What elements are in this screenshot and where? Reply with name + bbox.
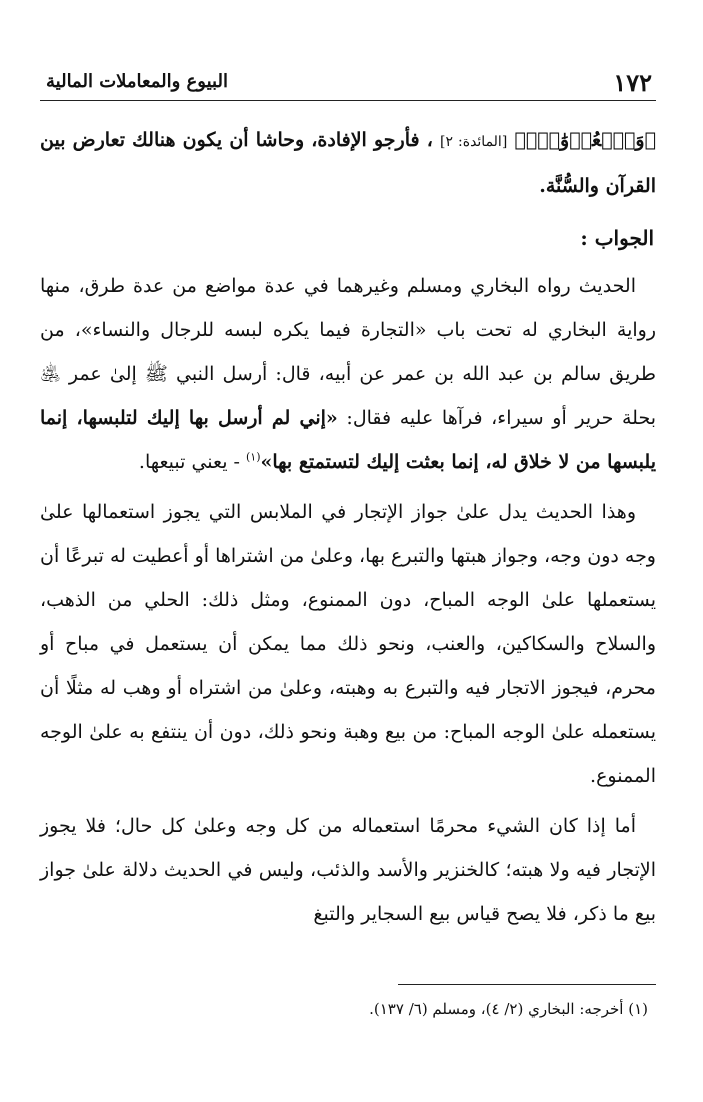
running-title: البيوع والمعاملات المالية (46, 71, 228, 92)
paragraph-3: أما إذا كان الشيء محرمًا استعماله من كل وجه وعلىٰ كل حال؛ فلا يجوز الإتجار فيه ولا هبته؛ كالخنزير والأسد والذئب، وليس في الحديث دلالة علىٰ جواز بيع ما ذكر، فلا يصح قياس بيع السجاير والتبغ (40, 815, 656, 925)
hadith-quote: «إني لم أرسل بها إليك لتلبسها، إنما يلبسها من لا خلاق له، إنما بعثت إليك لتستمتع بها» (40, 407, 656, 473)
paragraph-1-text: الحديث رواه البخاري ومسلم وغيرهما في عدة مواضع من عدة طرق، منها رواية البخاري له تحت باب «التجارة فيما يكره لبسه للرجال والنساء»، من طريق سالم بن عبد الله بن عمر عن أبيه، قال: أرسل النبي ﷺ إلىٰ عمر ﵁ بحلة حرير أو سيراء، فرآها عليه فقال: (40, 275, 656, 429)
answer-heading: الجواب : (580, 226, 654, 250)
paragraph-2: وهذا الحديث يدل علىٰ جواز الإتجار في الملابس التي يجوز استعمالها علىٰ وجه دون وجه، وجواز هبتها والتبرع بها، وعلىٰ من اشتراها أو أعطيت له تبرعًا أن يستعملها علىٰ الوجه المباح، دون الممنوع، ومثل ذلك: الحلي من الذهب، والسلاح والسكاكين، والعنب، ونحو ذلك مما يمكن أن يستعمل في مباح أو محرم، فيجوز الاتجار فيه والتبرع به وهبته، وعلىٰ من اشتراه أو وهب له مثلًا أن يستعمله علىٰ الوجه المباح: من بيع وهبة ونحو ذلك، دون أن ينتفع به علىٰ الوجه الممنوع. (40, 501, 656, 787)
page-body (40, 118, 656, 936)
page-number: ١٧٢ (613, 68, 652, 97)
intro-paragraph (40, 118, 656, 208)
paragraph-1 (40, 264, 656, 484)
footnote: (١) أخرجه: البخاري (٢/ ٤)، ومسلم (٦/ ١٣٧). (369, 1000, 648, 1018)
footnote-marker: (١) (245, 450, 261, 464)
quran-verse: ﴿وَٱلۡعُدۡوَٰنِۚ﴾ (514, 129, 656, 151)
book-page (40, 0, 656, 1102)
paragraph-1-tail: - يعني تبيعها. (138, 451, 246, 473)
verse-reference: [المائدة: ٢] (440, 134, 508, 150)
footnote-divider (398, 984, 656, 985)
page-header (40, 66, 656, 100)
intro-text: ، فأرجو الإفادة، وحاشا أن يكون هنالك تعارض بين القرآن والسُّنَّة. (40, 129, 656, 197)
header-divider (40, 100, 656, 101)
